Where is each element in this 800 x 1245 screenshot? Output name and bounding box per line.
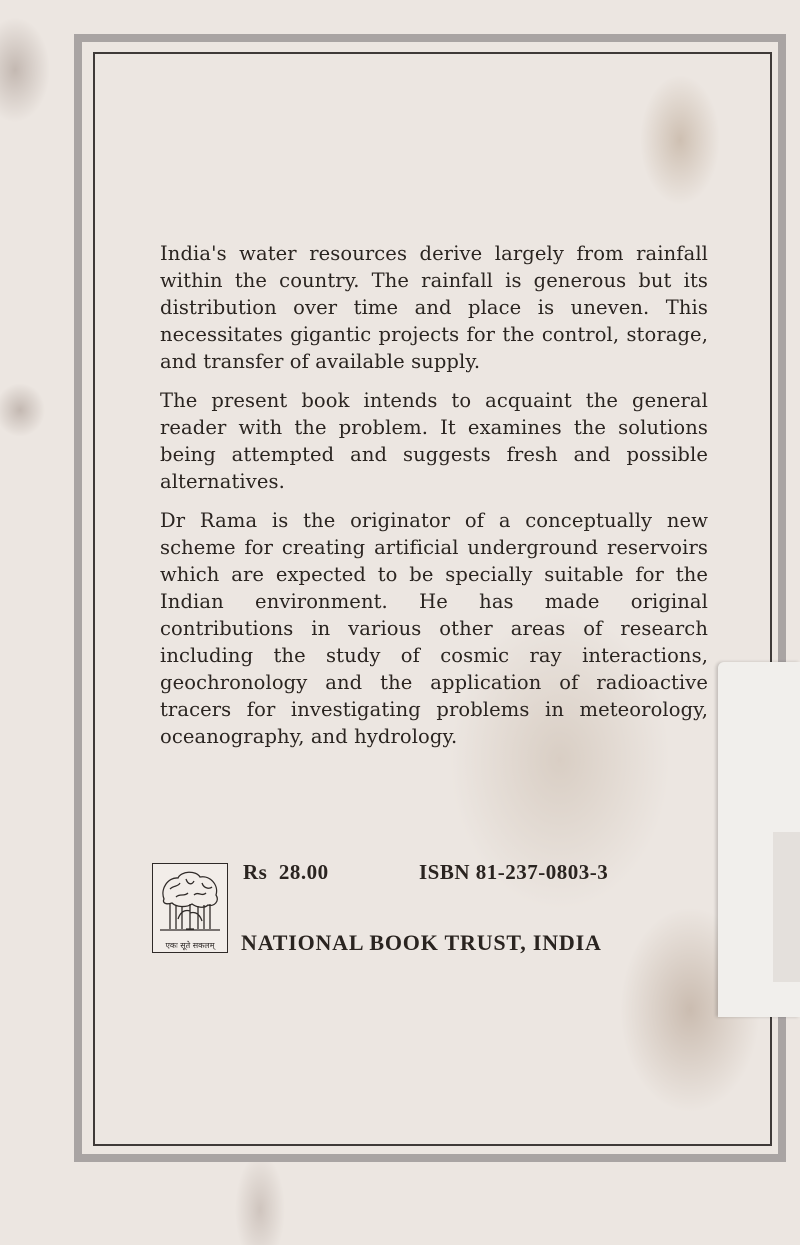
library-sticker [718,662,800,1017]
price-label: Rs 28.00 [243,860,329,884]
isbn-label: ISBN 81-237-0803-3 [419,860,609,884]
blurb-paragraph-1: India's water resources derive largely from rainfall within the country. The rainfall is generous but its distribution over time and place is uneven. This necessitates gigantic projects for the control, storage, and transfer of available supply. [160,242,708,373]
publisher-name: NATIONAL BOOK TRUST, INDIA [241,930,602,955]
blurb-text [160,240,708,762]
logo-caption: एकः सूते सकलम् [165,941,215,950]
publisher-logo [152,863,228,953]
blurb-paragraph-3: Dr Rama is the originator of a conceptually new scheme for creating artificial underground reservoirs which are expected to be specially suitable for the Indian environment. He has made original contributions in various other areas of research including the study of cosmic ray interactions, geochronology and the application of radioactive tracers for investigating problems in meteorology, oceanography, and hydrology. [160,509,708,748]
banyan-tree-icon [156,867,224,935]
blurb-paragraph-2: The present book intends to acquaint the general reader with the problem. It examines the solutions being attempted and suggests fresh and possible alternatives. [160,389,708,493]
